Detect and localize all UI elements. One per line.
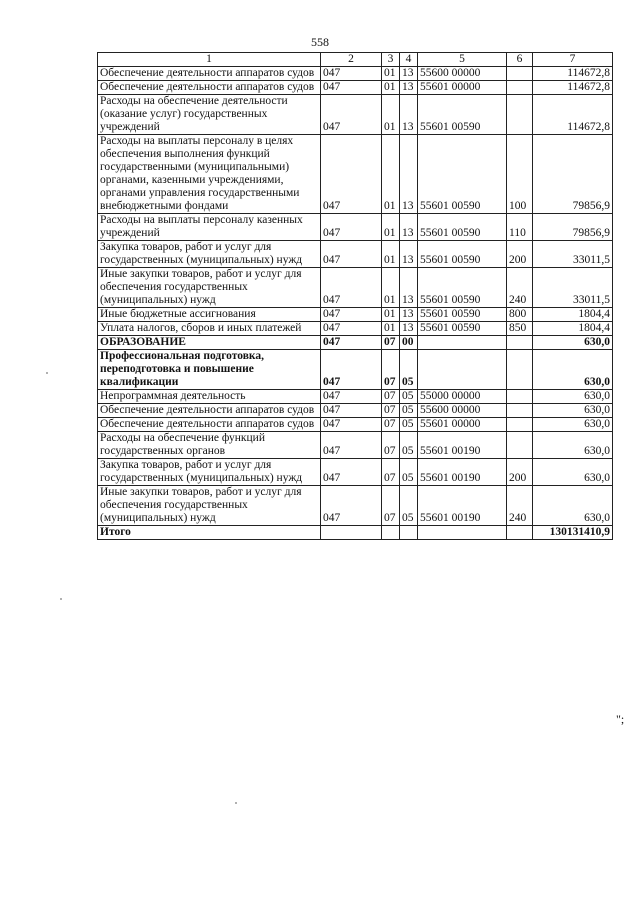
- code-cell: 047: [321, 404, 382, 418]
- code-cell: 047: [321, 418, 382, 432]
- header-cell: 3: [382, 53, 400, 67]
- subsection-cell: 05: [400, 404, 418, 418]
- code-cell: 047: [321, 459, 382, 486]
- empty-cell: [382, 526, 400, 540]
- amount-cell: 630,0: [533, 459, 613, 486]
- section-cell: 01: [382, 214, 400, 241]
- subsection-cell: 05: [400, 459, 418, 486]
- target-article-cell: [418, 350, 507, 390]
- section-cell: 01: [382, 135, 400, 214]
- section-cell: 07: [382, 459, 400, 486]
- table-row: [98, 322, 613, 336]
- expense-type-cell: [507, 404, 533, 418]
- expense-type-cell: 240: [507, 268, 533, 308]
- subsection-cell: 13: [400, 95, 418, 135]
- target-article-cell: [418, 336, 507, 350]
- section-cell: 01: [382, 268, 400, 308]
- table-row: [98, 67, 613, 81]
- table-row: [98, 336, 613, 350]
- subsection-cell: 05: [400, 486, 418, 526]
- section-cell: 01: [382, 81, 400, 95]
- row-name-cell: Иные закупки товаров, работ и услуг для обеспечения государственных (муниципальных) нужд: [98, 486, 321, 526]
- amount-cell: 79856,9: [533, 135, 613, 214]
- subsection-cell: 13: [400, 308, 418, 322]
- table-row: [98, 418, 613, 432]
- row-name-cell: ОБРАЗОВАНИЕ: [98, 336, 321, 350]
- budget-table: [97, 52, 613, 540]
- table-row: [98, 486, 613, 526]
- amount-cell: 630,0: [533, 418, 613, 432]
- header-cell: 5: [418, 53, 507, 67]
- code-cell: 047: [321, 67, 382, 81]
- row-name-cell: Обеспечение деятельности аппаратов судов: [98, 81, 321, 95]
- section-cell: 07: [382, 336, 400, 350]
- section-cell: 07: [382, 418, 400, 432]
- subsection-cell: 05: [400, 418, 418, 432]
- expense-type-cell: [507, 336, 533, 350]
- subsection-cell: 13: [400, 322, 418, 336]
- section-cell: 01: [382, 308, 400, 322]
- code-cell: 047: [321, 241, 382, 268]
- scan-speck: [235, 802, 237, 804]
- section-cell: 07: [382, 390, 400, 404]
- target-article-cell: 55601 00190: [418, 486, 507, 526]
- expense-type-cell: 800: [507, 308, 533, 322]
- amount-cell: 630,0: [533, 486, 613, 526]
- table-row: [98, 459, 613, 486]
- code-cell: 047: [321, 322, 382, 336]
- amount-cell: 114672,8: [533, 81, 613, 95]
- expense-type-cell: 100: [507, 135, 533, 214]
- amount-cell: 630,0: [533, 336, 613, 350]
- section-cell: 07: [382, 404, 400, 418]
- header-cell: 1: [98, 53, 321, 67]
- expense-type-cell: [507, 432, 533, 459]
- row-name-cell: Иные бюджетные ассигнования: [98, 308, 321, 322]
- table-body: [98, 67, 613, 526]
- amount-cell: 114672,8: [533, 67, 613, 81]
- section-cell: 01: [382, 67, 400, 81]
- subsection-cell: 13: [400, 135, 418, 214]
- section-cell: 01: [382, 95, 400, 135]
- scan-speck: [46, 372, 48, 374]
- empty-cell: [418, 526, 507, 540]
- code-cell: 047: [321, 432, 382, 459]
- page-number: 558: [311, 35, 329, 49]
- header-cell: 6: [507, 53, 533, 67]
- table-row: [98, 95, 613, 135]
- code-cell: 047: [321, 81, 382, 95]
- row-name-cell: Расходы на выплаты персоналу казенных учреждений: [98, 214, 321, 241]
- closing-mark: ";: [616, 712, 625, 726]
- header-row: [98, 53, 613, 67]
- expense-type-cell: [507, 81, 533, 95]
- expense-type-cell: 200: [507, 241, 533, 268]
- subsection-cell: 00: [400, 336, 418, 350]
- row-name-cell: Обеспечение деятельности аппаратов судов: [98, 418, 321, 432]
- total-row: [98, 526, 613, 540]
- expense-type-cell: [507, 350, 533, 390]
- expense-type-cell: [507, 67, 533, 81]
- target-article-cell: 55601 00190: [418, 459, 507, 486]
- header-cell: 4: [400, 53, 418, 67]
- row-name-cell: Обеспечение деятельности аппаратов судов: [98, 67, 321, 81]
- table-row: [98, 214, 613, 241]
- row-name-cell: Иные закупки товаров, работ и услуг для обеспечения государственных (муниципальных) нужд: [98, 268, 321, 308]
- expense-type-cell: 200: [507, 459, 533, 486]
- scan-speck: [60, 598, 62, 600]
- amount-cell: 33011,5: [533, 241, 613, 268]
- code-cell: 047: [321, 308, 382, 322]
- expense-type-cell: [507, 418, 533, 432]
- empty-cell: [321, 526, 382, 540]
- code-cell: 047: [321, 95, 382, 135]
- target-article-cell: 55601 00590: [418, 214, 507, 241]
- amount-cell: 114672,8: [533, 95, 613, 135]
- expense-type-cell: [507, 390, 533, 404]
- empty-cell: [400, 526, 418, 540]
- subsection-cell: 05: [400, 432, 418, 459]
- amount-cell: 630,0: [533, 390, 613, 404]
- row-name-cell: Непрограммная деятельность: [98, 390, 321, 404]
- subsection-cell: 05: [400, 390, 418, 404]
- amount-cell: 1804,4: [533, 308, 613, 322]
- target-article-cell: 55601 00590: [418, 268, 507, 308]
- target-article-cell: 55000 00000: [418, 390, 507, 404]
- subsection-cell: 05: [400, 350, 418, 390]
- code-cell: 047: [321, 135, 382, 214]
- row-name-cell: Обеспечение деятельности аппаратов судов: [98, 404, 321, 418]
- expense-type-cell: 110: [507, 214, 533, 241]
- table-row: [98, 432, 613, 459]
- target-article-cell: 55601 00590: [418, 308, 507, 322]
- target-article-cell: 55601 00000: [418, 81, 507, 95]
- amount-cell: 630,0: [533, 404, 613, 418]
- table-row: [98, 404, 613, 418]
- code-cell: 047: [321, 214, 382, 241]
- subsection-cell: 13: [400, 214, 418, 241]
- header-cell: 2: [321, 53, 382, 67]
- section-cell: 01: [382, 322, 400, 336]
- code-cell: 047: [321, 390, 382, 404]
- amount-cell: 33011,5: [533, 268, 613, 308]
- code-cell: 047: [321, 336, 382, 350]
- section-cell: 07: [382, 432, 400, 459]
- subsection-cell: 13: [400, 67, 418, 81]
- table-row: [98, 308, 613, 322]
- section-cell: 07: [382, 350, 400, 390]
- table-row: [98, 390, 613, 404]
- amount-cell: 79856,9: [533, 214, 613, 241]
- code-cell: 047: [321, 486, 382, 526]
- row-name-cell: Закупка товаров, работ и услуг для государственных (муниципальных) нужд: [98, 459, 321, 486]
- row-name-cell: Уплата налогов, сборов и иных платежей: [98, 322, 321, 336]
- section-cell: 07: [382, 486, 400, 526]
- subsection-cell: 13: [400, 268, 418, 308]
- table-row: [98, 81, 613, 95]
- amount-cell: 1804,4: [533, 322, 613, 336]
- total-value: 130131410,9: [533, 526, 613, 540]
- header-cell: 7: [533, 53, 613, 67]
- total-label: Итого: [98, 526, 321, 540]
- target-article-cell: 55601 00590: [418, 241, 507, 268]
- target-article-cell: 55601 00000: [418, 418, 507, 432]
- subsection-cell: 13: [400, 81, 418, 95]
- target-article-cell: 55600 00000: [418, 67, 507, 81]
- target-article-cell: 55601 00590: [418, 322, 507, 336]
- row-name-cell: Закупка товаров, работ и услуг для государственных (муниципальных) нужд: [98, 241, 321, 268]
- expense-type-cell: [507, 95, 533, 135]
- section-cell: 01: [382, 241, 400, 268]
- subsection-cell: 13: [400, 241, 418, 268]
- empty-cell: [507, 526, 533, 540]
- table-row: [98, 241, 613, 268]
- row-name-cell: Профессиональная подготовка, переподготовка и повышение квалификации: [98, 350, 321, 390]
- expense-type-cell: 850: [507, 322, 533, 336]
- code-cell: 047: [321, 350, 382, 390]
- row-name-cell: Расходы на обеспечение функций государственных органов: [98, 432, 321, 459]
- table-row: [98, 350, 613, 390]
- target-article-cell: 55601 00590: [418, 135, 507, 214]
- code-cell: 047: [321, 268, 382, 308]
- row-name-cell: Расходы на обеспечение деятельности (оказание услуг) государственных учреждений: [98, 95, 321, 135]
- table-row: [98, 135, 613, 214]
- target-article-cell: 55601 00590: [418, 95, 507, 135]
- target-article-cell: 55600 00000: [418, 404, 507, 418]
- amount-cell: 630,0: [533, 350, 613, 390]
- target-article-cell: 55601 00190: [418, 432, 507, 459]
- row-name-cell: Расходы на выплаты персоналу в целях обеспечения выполнения функций государственными (муниципальными) органами, казенными учреждениями, органами управления государственными внебюджетными фондами: [98, 135, 321, 214]
- amount-cell: 630,0: [533, 432, 613, 459]
- expense-type-cell: 240: [507, 486, 533, 526]
- table-row: [98, 268, 613, 308]
